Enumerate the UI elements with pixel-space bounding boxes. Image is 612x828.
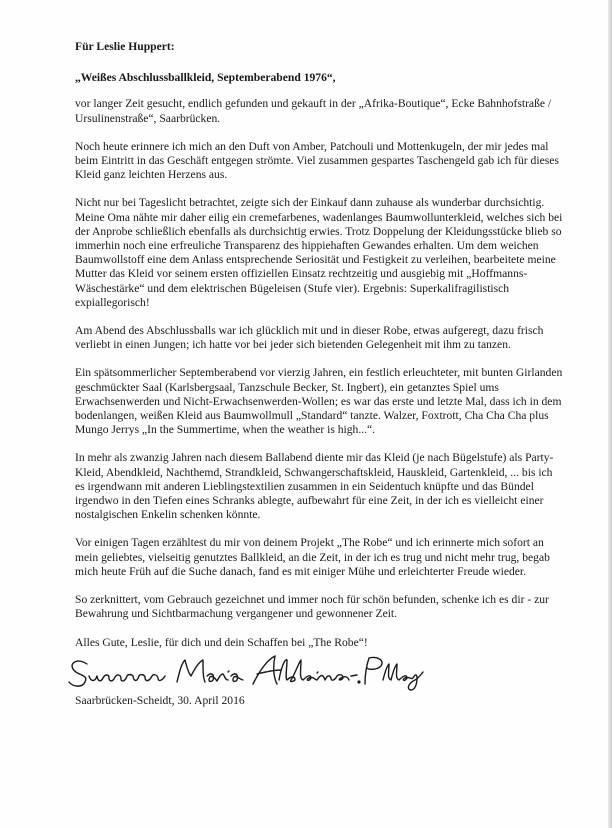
letter-closing: Alles Gute, Leslie, für dich und dein Schaffen bei „The Robe“! (75, 635, 368, 649)
paragraph-ball-evening: Am Abend des Abschlussballs war ich glücklich mit und in dieser Robe, etwas aufgeregt, dazu frisch verliebt in einen Jungen; ich hatte vor bei jeder sich bietenden Gelegenheit mit ihm zu tanzen. (75, 324, 544, 352)
place-and-date: Saarbrücken-Scheidt, 30. April 2016 (75, 693, 245, 707)
letter-body (75, 40, 563, 708)
paragraph-transparency: Nicht nur bei Tageslicht betrachtet, zeigte sich der Einkauf dann zuhause als wunderbar durchsichtig. Meine Oma nähte mir daher eilig ein cremefarbenes, wadenlanges Baumwollunterkleid, welches sich bei der Anprobe schließlich ebenfalls als durchsichtig erwies. Trotz Doppelung der Kleidungsstücke blieb so immerhin noch eine erfreuliche Transparenz des hippiehaften Gewandes erhalten. Um dem weichen Baumwollstoff eine dem Anlass entsprechende Seriosität und Festigkeit zu verleihen, bearbeitete meine Mutter das Kleid vor seinem ersten offiziellen Einsatz rechtzeitig und ausgiebig mit „Hoffmanns-Wäschestärke“ und dem elektrischen Bügeleisen (Stufe vier). Ergebnis: Superkalifragilistisch expiallegorisch! (75, 196, 563, 309)
paragraph-purchase: vor langer Zeit gesucht, endlich gefunden und gekauft in der „Afrika-Boutique“, Ecke Bahnhofstraße / Ursulinenstraße“, Saarbrücken. (75, 97, 552, 125)
paragraph-september-evening: Ein spätsommerlicher Septemberabend vor vierzig Jahren, ein festlich erleuchteter, mit bunten Girlanden geschmückter Saal (Karlsbergsaal, Tanzschule Becker, St. Ingbert), ein getanztes Spiel ums Erwachsenwerden und Nicht-Erwachsenwerden-Wollen; es war das erste und letzte Mal, dass ich in dem bodenlangen, weißen Kleid aus Baumwollmull „Standard“ tanzte. Walzer, Foxtrott, Cha Cha Cha plus Mungo Jerrys „In the Summertime, when the weather is high...“. (75, 366, 563, 437)
paragraph-later-uses: In mehr als zwanzig Jahren nach diesem Ballabend diente mir das Kleid (je nach Bügelstufe) als Party-Kleid, Abendkleid, Nachthemd, Strandkleid, Schwangerschaftskleid, Hauskleid, Gartenkleid, ... bis ich es irgendwann mit anderen Lieblingstextilien zusammen in ein Seidentuch knüpfte und das Bündel irgendwo in den Tiefen eines Schranks ablegte, aufbewahrt für eine Zeit, in der ich es vielleicht einer nostalgischen Enkelin schenken könnte. (75, 451, 554, 522)
scan-edge-shadow (608, 0, 612, 828)
paragraph-the-robe-project: Vor einigen Tagen erzähltest du mir von deinem Projekt „The Robe“ und ich erinnerte mich sofort an mein geliebtes, vielseitig genutztes Ballkleid, an die Zeit, in der ich es trug und nicht mehr trug, begab mich heute Früh auf die Suche danach, fand es mit einiger Mühe und erleichterter Freude wieder. (75, 536, 550, 578)
letter-title: „Weißes Abschlussballkleid, Septemberabend 1976“, (75, 71, 336, 85)
handwritten-signature (65, 652, 425, 692)
paragraph-gift: So zerknittert, vom Gebrauch gezeichnet und immer noch für schön befunden, schenke ich es dir - zur Bewahrung und Sichtbarmachung vergangener und gewonnener Zeit. (75, 593, 549, 621)
paragraph-boutique-memory: Noch heute erinnere ich mich an den Duft von Amber, Patchouli und Mottenkugeln, der mir jedes mal beim Eintritt in das Geschäft entgegen strömte. Viel zusammen gespartes Taschengeld gab ich für dieses Kleid ganz leichten Herzens aus. (75, 139, 559, 182)
letter-recipient: Für Leslie Huppert: (75, 40, 175, 53)
